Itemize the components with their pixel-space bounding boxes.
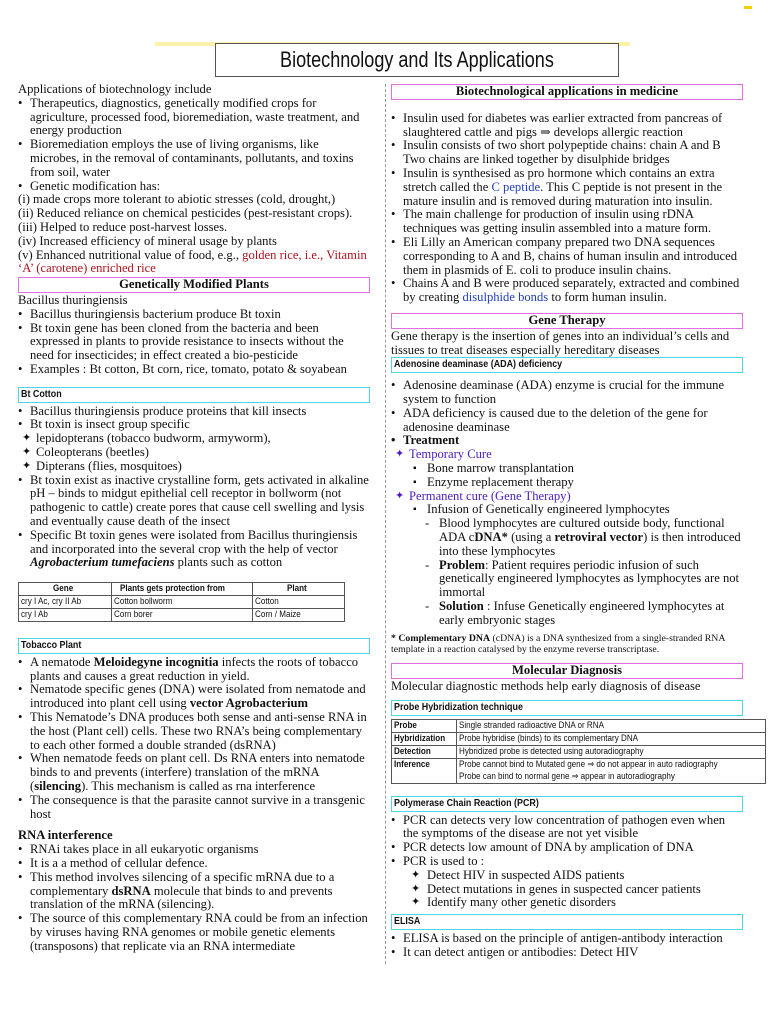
list-item: • Genetic modification has: [18, 180, 370, 194]
molecular-heading: Molecular Diagnosis [391, 663, 743, 679]
problem-text: : Patient requires periodic infusion of such genetically engineered lymphocytes as lymphocytes are not immortal [439, 557, 740, 600]
permanent-cure-text: Permanent cure (Gene Therapy) [409, 488, 571, 503]
bt-cotton-list [18, 405, 370, 433]
pcr-use [391, 896, 743, 910]
temporary-cure-text: Temporary Cure [409, 447, 492, 462]
list-item: • ADA deficiency is caused due to the deletion of the gene for adenosine deaminase [391, 407, 743, 435]
table-cell-text: Probe hybridise (binds) to its complementary DNA [459, 732, 639, 744]
tobacco-heading [18, 638, 370, 654]
table-header-text: Gene [53, 583, 74, 595]
med-b3-text: Insulin is synthesised as pro hormone which contains an extra stretch called the [403, 165, 715, 194]
gene-therapy-heading: Gene Therapy [391, 313, 743, 329]
list-item: • Bt toxin is insect group specific [18, 418, 370, 432]
table-cell [253, 596, 345, 609]
tobacco-heading-text: Tobacco Plant [21, 639, 82, 652]
list-item: • Treatment [391, 434, 743, 448]
step1-mid: (using a [507, 529, 555, 544]
intro-list [18, 97, 370, 194]
tobacco-list [18, 656, 370, 822]
list-item: • It is a a method of cellular defence. [18, 857, 370, 871]
list-item: • Insulin used for diabetes was earlier extracted from pancreas of slaughtered cattle and pigs ⇒ develops allergic reaction [391, 112, 743, 140]
table-cell-text: Hybridized probe is detected using autoradiography [459, 745, 644, 757]
bt-cotton-list-2 [18, 474, 370, 571]
table-cell-text: Probe cannot bind to Mutated gene ⇒ do not appear in auto radiography [459, 758, 718, 770]
medicine-heading: Biotechnological applications in medicine [391, 84, 743, 100]
solution-label: Solution [439, 598, 484, 613]
gm-point: (iv) Increased efficiency of mineral usage by plants [18, 233, 277, 248]
retroviral-text: retroviral vector [554, 529, 644, 544]
table-row [392, 732, 766, 745]
list-item: • This Nematode’s DNA produces both sense and anti-sense RNA in the host (Plant cell) cells. These two RNA’s being complementary to each other formed a double stranded (dsRNA) [18, 711, 370, 752]
rnai-b3-post: molecule that binds to and prevents translation of the mRNA (silencing). [30, 883, 333, 912]
list-item: • Insulin consists of two short polypeptide chains: chain A and B Two chains are linked together by disulphide bridges [391, 139, 743, 167]
table-cell [19, 609, 112, 622]
permanent-list [391, 503, 743, 517]
probe-heading-text: Probe Hybridization technique [394, 701, 523, 714]
intro-text: Applications of biotechnology include [18, 82, 212, 96]
silencing-text: silencing [34, 779, 82, 794]
gene-therapy-text: Gene therapy is the insertion of genes into an individual’s cells and tissues to treat diseases especially hereditary diseases [391, 328, 730, 357]
list-item: ▪ Infusion of Genetically engineered lymphocytes [391, 503, 743, 517]
pcr-use-text: Identify many other genetic disorders [427, 895, 616, 910]
dsrna-text: dsRNA [111, 883, 151, 898]
list-item: • Bacillus thuringiensis bacterium produce Bt toxin [18, 308, 370, 322]
ada-heading [391, 357, 743, 373]
ada-heading-text: Adenosine deaminase (ADA) deficiency [394, 358, 563, 371]
list-item: • PCR can detects very low concentration of pathogen even when the symptoms of the disease are not yet visible [391, 814, 743, 842]
table-cell-text: cry I Ac, cry II Ab [21, 596, 82, 608]
table-cell-text: Cotton bollworm [114, 596, 173, 608]
table-cell-text: Inference [394, 758, 430, 770]
agrobacterium-text: Agrobacterium tumefaciens [30, 555, 175, 570]
list-item: ▪ Bone marrow transplantation [391, 462, 743, 476]
left-column [18, 83, 370, 954]
table-cell [457, 719, 766, 732]
column-divider [385, 84, 386, 964]
insect-group: ✦ lepidopterans (tobacco budworm, armyworm), [18, 432, 370, 446]
btc-b4-text: Specific Bt toxin genes were isolated from Bacillus thuringiensis and incorporated into the several crop with the help of vector [30, 527, 358, 556]
table-cell [392, 732, 457, 745]
rnai-list [18, 843, 370, 953]
list-item: • The main challenge for production of insulin using rDNA techniques was getting insulin assembled into a mature form. [391, 208, 743, 236]
gm-point: (ii) Reduced reliance on chemical pesticides (pest-resistant crops). [18, 206, 353, 221]
list-item [18, 529, 370, 570]
list-item: • The source of this complementary RNA could be from an infection by viruses having RNA genomes or mobile genetic elements (transposons) that replicate via an RNA intermediate [18, 912, 370, 953]
list-item: • ELISA is based on the principle of antigen-antibody interaction [391, 932, 743, 946]
elisa-heading [391, 914, 743, 930]
table-cell-text: cry I Ab [21, 609, 48, 621]
table-header [19, 583, 112, 596]
cdna-text: DNA* [474, 529, 508, 544]
solution-text: : Infuse Genetically engineered lymphocytes at early embryonic stages [439, 598, 725, 627]
disulphide-text: disulphide bonds [462, 290, 549, 305]
table-header-row [19, 583, 345, 596]
list-item [18, 683, 370, 711]
btc-b4-post: plants such as cotton [174, 555, 283, 570]
gm-point [18, 249, 370, 277]
temporary-list [391, 462, 743, 490]
gm-point: (iii) Helped to reduce post-harvest losses. [18, 219, 228, 234]
table-cell [392, 745, 457, 758]
table-row [392, 745, 766, 758]
page-title: Biotechnology and Its Applications [280, 47, 554, 72]
table-cell [457, 745, 766, 758]
tob-b1-post: infects the roots of tobacco plants and causes a great reduction in yield. [30, 654, 359, 683]
molecular-text: Molecular diagnostic methods help early diagnosis of disease [391, 679, 701, 694]
table-cell [112, 609, 253, 622]
gene-therapy-steps [391, 517, 743, 627]
bt-gene-table [18, 582, 345, 622]
table-cell [19, 596, 112, 609]
tob-b4-text: When nematode feeds on plant cell. Ds RNA enters into nematode binds to and prevents (interfere) translation of the mRNA ( [30, 751, 365, 794]
table-cell [457, 758, 766, 783]
list-item: • Bt toxin exist as inactive crystalline form, gets activated in alkaline pH – binds to midgut epithelial cell receptor in bollworm (not pathogenic to cattle) create pores that cause cell swelling and lysis and eventually cause death of the insect [18, 474, 370, 529]
tob-b1-text: A nematode [30, 654, 94, 669]
right-column [391, 83, 743, 960]
list-item: • PCR is used to : [391, 855, 743, 869]
c-peptide-text: C peptide [491, 179, 541, 194]
table-row [392, 758, 766, 783]
med-b6-text: Chains A and B were produced separately, extracted and combined by creating [403, 276, 740, 305]
table-row [19, 596, 345, 609]
bt-intro: Bacillus thuringiensis [18, 292, 128, 307]
gm-point-v-text: (v) Enhanced nutritional value of food, e.g., [18, 247, 243, 262]
table-header-text: Plant [286, 583, 307, 595]
list-item: • Bioremediation employs the use of living organisms, like microbes, in the removal of contaminants, pollutants, and toxins from soil, water [18, 138, 370, 179]
medicine-list [391, 112, 743, 305]
list-item: • RNAi takes place in all eukaryotic organisms [18, 843, 370, 857]
table-row [19, 609, 345, 622]
list-item: • Bt toxin gene has been cloned from the bacteria and been expressed in plants to provide resistance to insects without the need for insecticides; in effect created a bio-pesticide [18, 322, 370, 363]
table-cell-text: Single stranded radioactive DNA or RNA [459, 719, 605, 731]
pcr-heading [391, 796, 743, 812]
table-cell [392, 758, 457, 783]
med-b3-post: . This C peptide is not present in the mature insulin and is removed during maturation into insulin. [403, 179, 723, 208]
table-cell-text: Cotton [255, 596, 279, 608]
temporary-cure [391, 448, 743, 462]
footnote [391, 633, 743, 655]
probe-heading [391, 700, 743, 716]
permanent-cure [391, 490, 743, 504]
table-cell-text: Probe can bind to normal gene ⇒ appear in autoradiography [459, 770, 676, 782]
bt-cotton-heading [18, 387, 370, 403]
table-cell [457, 732, 766, 745]
list-item [18, 871, 370, 912]
elisa-heading-text: ELISA [394, 915, 421, 928]
vector-text: vector Agrobacterium [189, 696, 308, 711]
list-item: • PCR detects low amount of DNA by amplication of DNA [391, 841, 743, 855]
table-cell [392, 719, 457, 732]
table-cell [253, 609, 345, 622]
table-header-text: Plants gets protection from [120, 583, 226, 595]
step1-post: ) is then introduced into these lymphocytes [439, 529, 741, 558]
pcr-heading-text: Polymerase Chain Reaction (PCR) [394, 796, 539, 809]
rnai-heading: RNA interference [18, 828, 113, 843]
list-item [391, 277, 743, 305]
bt-cotton-heading-text: Bt Cotton [21, 387, 62, 400]
tob-b2-text: Nematode specific genes (DNA) were isolated from nematode and introduced into plant cell using [30, 682, 366, 711]
table-header [253, 583, 345, 596]
table-cell [112, 596, 253, 609]
pcr-list [391, 814, 743, 869]
list-item: • Adenosine deaminase (ADA) enzyme is crucial for the immune system to function [391, 379, 743, 407]
rnai-b3-text: This method involves silencing of a specific mRNA due to a complementary [30, 869, 335, 898]
insect-group: ✦ Coleopterans (beetles) [18, 446, 370, 460]
step1-text: Blood lymphocytes are cultured outside body, functional ADA c [439, 516, 725, 544]
tob-b4-post: ). This mechanism is called as rna interference [81, 779, 316, 794]
list-item: • Examples : Bt cotton, Bt corn, rice, tomato, potato & soyabean [18, 363, 370, 377]
list-item [18, 656, 370, 684]
page-title-box [215, 43, 619, 77]
table-cell-text: Corn / Maize [255, 609, 301, 621]
elisa-list [391, 932, 743, 960]
table-header [112, 583, 253, 596]
pcr-use [391, 869, 743, 883]
gm-point: (i) made crops more tolerant to abiotic stresses (cold, drought,) [18, 192, 336, 207]
list-item: • Bacillus thuringiensis produce proteins that kill insects [18, 405, 370, 419]
table-cell-text: Probe [394, 719, 417, 731]
pcr-use-text: Detect HIV in suspected AIDS patients [427, 867, 625, 882]
problem-label: Problem [439, 557, 485, 572]
pcr-use [391, 883, 743, 897]
footnote-text: (cDNA) is a DNA synthesized from a single-stranded RNA template in a reaction catalysed by the enzyme reverse transcriptase. [391, 633, 725, 656]
pcr-use-text: Detect mutations in genes in suspected cancer patients [427, 881, 701, 896]
golden-rice-text: golden rice, i.e., Vitamin ‘A’ (carotene) enriched rice [18, 247, 367, 276]
footnote-label: * Complementary DNA [391, 633, 491, 645]
table-cell-text: Corn borer [114, 609, 153, 621]
med-b6-post: to form human insulin. [548, 290, 667, 305]
gm-plants-heading: Genetically Modified Plants [18, 277, 370, 293]
list-item [391, 600, 743, 628]
ada-list [391, 379, 743, 448]
insect-group: ✦ Dipterans (flies, mosquitoes) [18, 460, 370, 474]
corner-mark [744, 6, 752, 9]
list-item: • Therapeutics, diagnostics, genetically modified crops for agriculture, processed food, bioremediation, waste treatment, and energy production [18, 97, 370, 138]
table-cell-text: Hybridization [394, 732, 446, 744]
list-item: ▪ Enzyme replacement therapy [391, 476, 743, 490]
table-cell-text: Detection [394, 745, 431, 757]
bt-list [18, 308, 370, 377]
nematode-name: Meloidegyne incognitia [93, 654, 219, 669]
list-item: • The consequence is that the parasite cannot survive in a transgenic host [18, 794, 370, 822]
list-item [391, 167, 743, 208]
probe-table [391, 719, 766, 784]
list-item [391, 559, 743, 600]
list-item [18, 752, 370, 793]
table-row [392, 719, 766, 732]
list-item: • It can detect antigen or antibodies: Detect HIV [391, 946, 743, 960]
list-item [391, 517, 743, 558]
list-item: • Eli Lilly an American company prepared two DNA sequences corresponding to A and B, chains of human insulin and introduced them in plasmids of E. coli to produce insulin chains. [391, 236, 743, 277]
